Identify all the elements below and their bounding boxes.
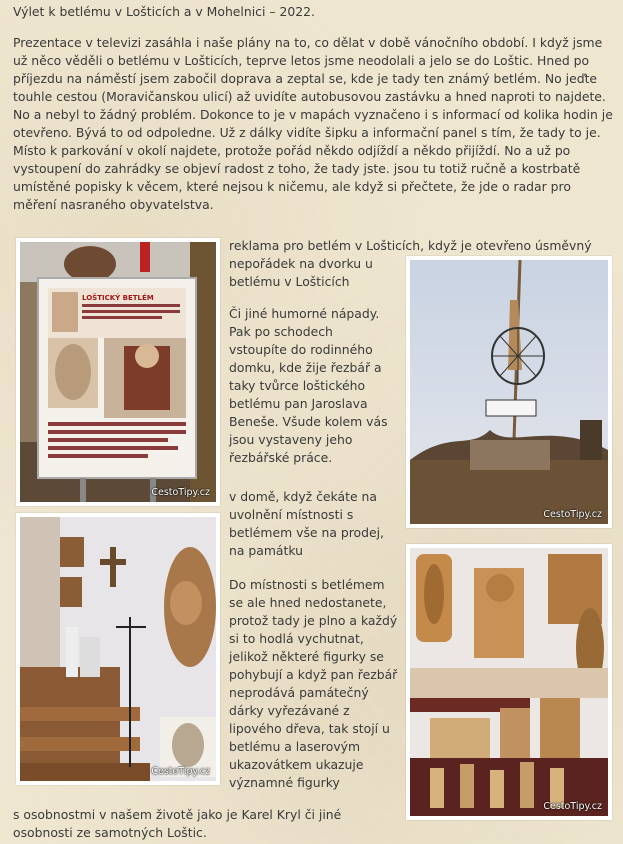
photo-carvings[interactable] <box>406 544 612 820</box>
watermark: CestoTipy.cz <box>543 801 602 812</box>
watermark: CestoTipy.cz <box>151 487 210 498</box>
paragraph-house: Či jiné humorné nápady. Pak po schodech vstoupíte do rodinného domku, kde žije řezbář a taky tvůrce loštického betlému pan Jaroslava Beneše. Všude kolem vás jsou vystaveny jeho řezbářské práce. <box>229 306 388 465</box>
sign-heading: LOŠTICKÝ BETLÉM <box>82 294 154 302</box>
staircase-image <box>20 517 216 781</box>
watermark: CestoTipy.cz <box>151 766 210 777</box>
photo-radar-sign[interactable] <box>406 256 612 528</box>
photo-staircase[interactable] <box>16 513 220 785</box>
caption-advert: reklama pro betlém v Lošticích, když je otevřeno úsměvný <box>229 238 592 253</box>
caption-yard: nepořádek na dvorku u betlému v Lošticích <box>229 256 373 289</box>
article-title: Výlet k betlému v Lošticích a v Mohelnici – 2022. <box>13 4 315 19</box>
photo-info-sign[interactable] <box>16 238 220 506</box>
paragraph-nativity-room: Do místnosti s betlémem se ale hned nedostanete, protož tady je plno a každý si to hodlá vychutnat, jelikož některé figurky se pohybují a když pan řezbář neprodává památečný dárky vyřezávané z lipového dřeva, tak stojí u betlému a laserovým ukazovátkem ukazuje významné figurky <box>229 577 398 790</box>
radar-image <box>410 260 608 524</box>
carvings-image <box>410 548 608 816</box>
paragraph-personalities: s osobnostmi v našem životě jako je Karel Kryl či jiné osobnosti ze samotných Loštic. <box>13 807 342 840</box>
intro-paragraph: Prezentace v televizi zasáhla i naše plány na to, co dělat v době vánočního období. I když jsme už něco věděli o betlému v Lošticích, teprve letos jsme neodolali a jelo se do Loštic. Hned po příjezdu na náměstí jsem zabočil doprava a zeptal se, kde je tady ten známý betlém. No jeďte touhle cestou (Moravičanskou ulicí) až uvidíte autobusovou zastávku a hned naproti to najdete. No a nebyl to žádný problém. Dokonce to je v mapách vyznačeno i s informací od kolika hodin je otevřeno. Bývá to od odpoledne. Už z dálky vidíte šipku a informační panel s tím, že tady to je. Místo k parkování v okolí najdete, protože pořád někdo odjíždí a někdo přijíždí. No a už po vystoupení do zahrádky se objeví radost z toho, že tady jste. jsou tu totiž ručně a kostrbatě umístěné popisky k věcem, které nejsou k ničemu, ale když si přečtete, že jde o radar pro měření nasraného obyvatelstva. <box>13 35 613 212</box>
paragraph-waiting: v domě, když čekáte na uvolnění místnosti s betlémem vše na prodej, na památku <box>229 489 384 558</box>
watermark: CestoTipy.cz <box>543 509 602 520</box>
sign-image <box>20 242 216 502</box>
